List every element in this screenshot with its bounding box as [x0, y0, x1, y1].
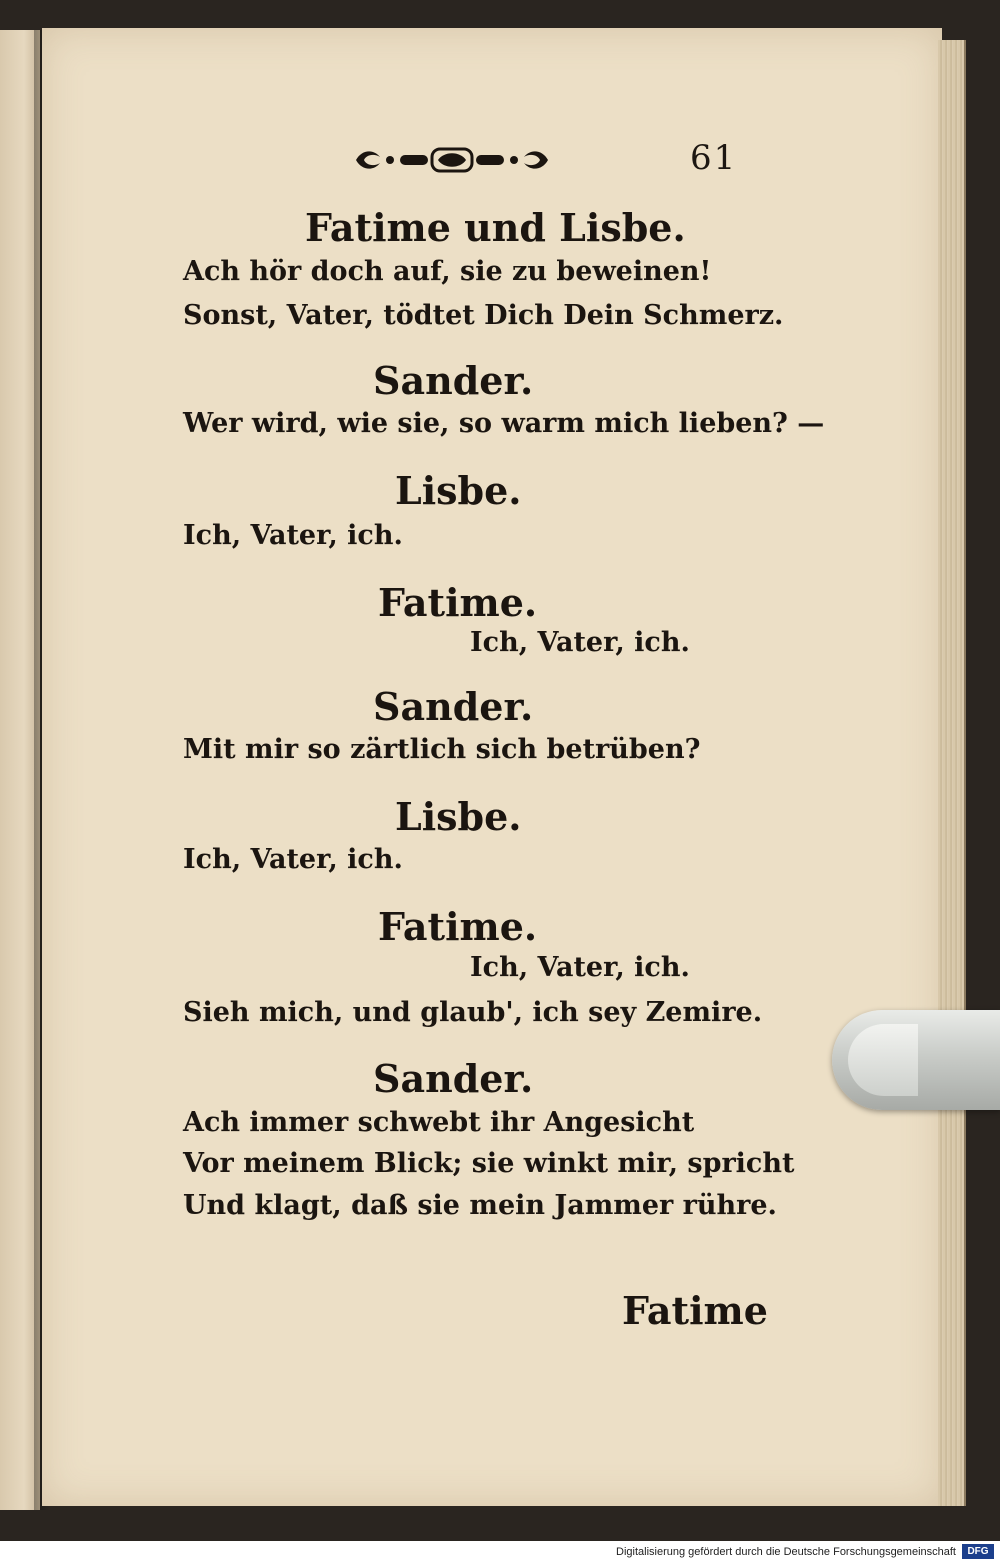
speaker-heading: Fatime. — [378, 580, 538, 625]
verse-line: Sonst, Vater, tödtet Dich Dein Schmerz. — [183, 300, 784, 331]
speaker-heading: Sander. — [373, 684, 534, 729]
speaker-heading: Lisbe. — [395, 468, 522, 513]
page-clamp-highlight — [848, 1024, 918, 1096]
verse-line: Wer wird, wie sie, so warm mich lieben? — — [183, 408, 825, 439]
verse-line: Ich, Vater, ich. — [470, 627, 690, 658]
footer-credit: Digitalisierung gefördert durch die Deutsche Forschungsgemeinschaft — [616, 1546, 956, 1558]
speaker-heading: Lisbe. — [395, 794, 522, 839]
verse-line: Sieh mich, und glaub', ich sey Zemire. — [183, 997, 763, 1028]
verse-line: Ach immer schwebt ihr Angesicht — [183, 1107, 695, 1138]
verse-line: Ich, Vater, ich. — [183, 844, 403, 875]
catchword: Fatime — [622, 1288, 768, 1333]
page-edges — [938, 40, 966, 1506]
page-number: 61 — [690, 138, 738, 178]
verse-line: Und klagt, daß sie mein Jammer rühre. — [183, 1190, 777, 1221]
speaker-heading: Fatime. — [378, 904, 538, 949]
verse-line: Ich, Vater, ich. — [470, 952, 690, 983]
verse-line: Vor meinem Blick; sie winkt mir, spricht — [183, 1148, 795, 1179]
verse-line: Ich, Vater, ich. — [183, 520, 403, 551]
header-ornament — [352, 143, 552, 177]
verse-line: Mit mir so zärtlich sich betrüben? — [183, 734, 701, 765]
speaker-heading: Sander. — [373, 1056, 534, 1101]
speaker-heading: Sander. — [373, 358, 534, 403]
verse-line: Ach hör doch auf, sie zu beweinen! — [183, 256, 712, 287]
speaker-heading: Fatime und Lisbe. — [305, 205, 686, 250]
digitization-footer — [0, 1541, 1000, 1564]
dfg-logo: DFG — [962, 1544, 994, 1559]
